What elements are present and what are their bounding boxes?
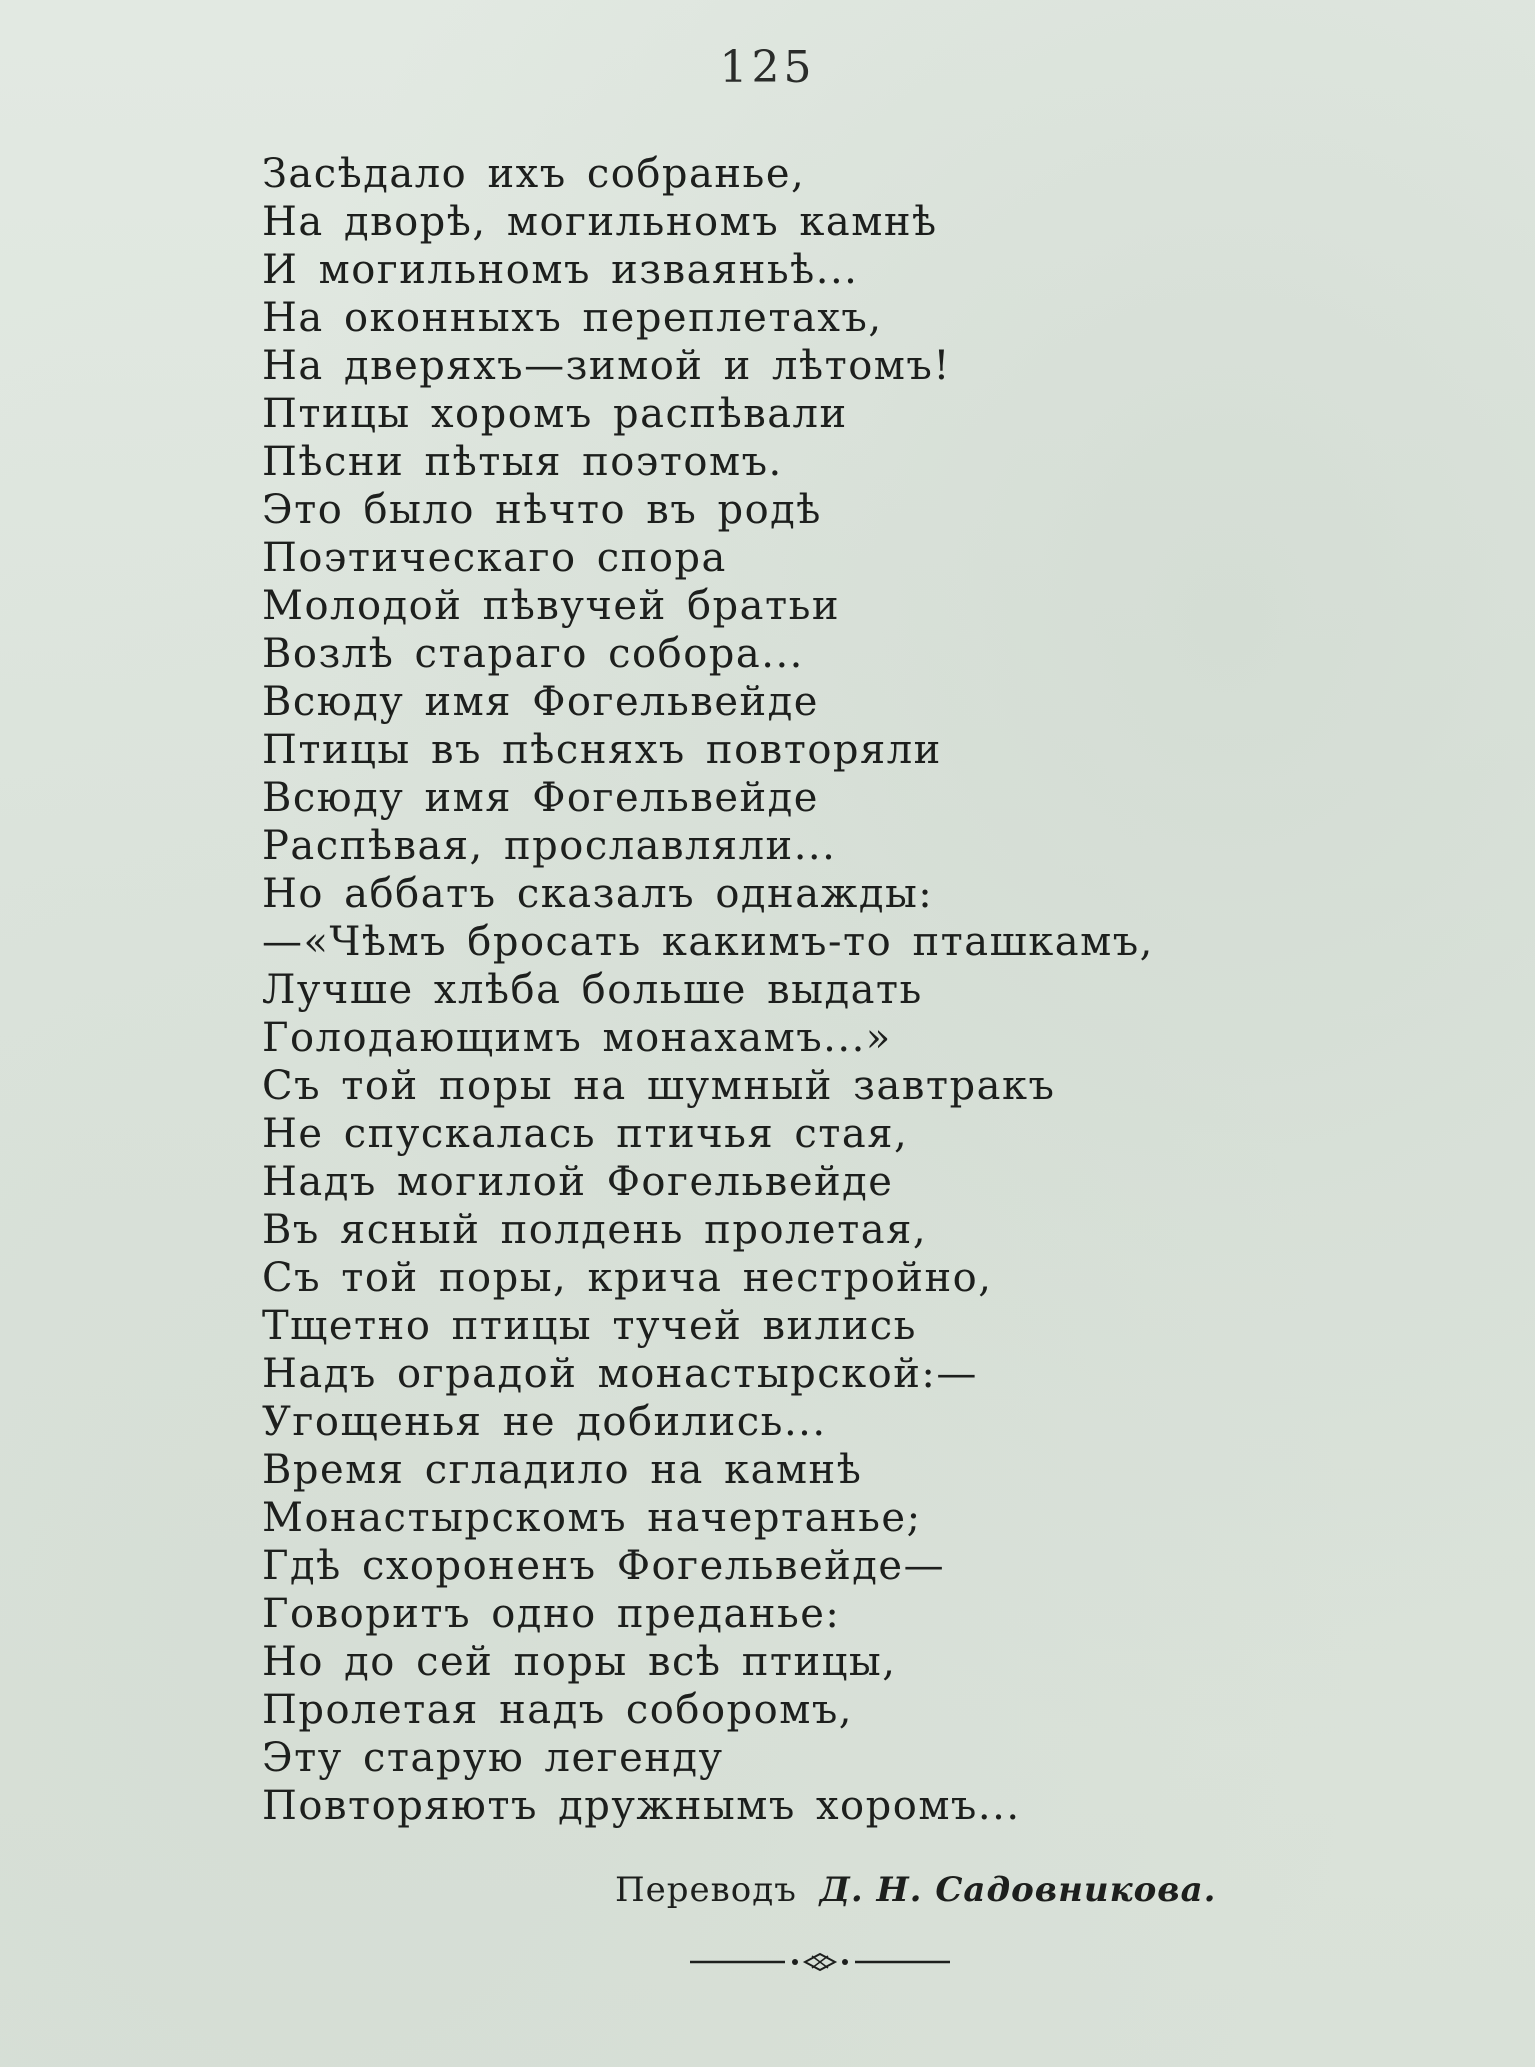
poem-line: Гдѣ схороненъ Фогельвейде— <box>262 1543 946 1589</box>
poem-line: На дверяхъ—зимой и лѣтомъ! <box>262 343 951 389</box>
poem-line: Поэтическаго спора <box>262 535 727 581</box>
poem-line: Возлѣ стараго собора... <box>262 631 804 677</box>
translator-prefix: Переводъ <box>615 1870 797 1910</box>
poem-line: Эту старую легенду <box>262 1735 724 1781</box>
poem-line: Пролетая надъ соборомъ, <box>262 1687 853 1733</box>
poem-line: Говоритъ одно преданье: <box>262 1591 841 1637</box>
ornament-divider <box>690 1950 950 1974</box>
poem-line: Всюду имя Фогельвейде <box>262 679 819 725</box>
poem-line: Но до сей поры всѣ птицы, <box>262 1639 897 1685</box>
page-number: 125 <box>719 42 816 93</box>
poem-line: Голодающимъ монахамъ...» <box>262 1015 892 1061</box>
poem-line: Молодой пѣвучей братьи <box>262 583 841 629</box>
poem-line: Надъ оградой монастырской:— <box>262 1351 978 1397</box>
poem-line: Въ ясный полдень пролетая, <box>262 1207 928 1253</box>
poem-line: На оконныхъ переплетахъ, <box>262 295 883 341</box>
poem-line: Это было нѣчто въ родѣ <box>262 487 822 533</box>
poem-line: Съ той поры, крича нестройно, <box>262 1255 993 1301</box>
poem-line: —«Чѣмъ бросать какимъ-то пташкамъ, <box>262 919 1154 965</box>
poem-text <box>262 150 1262 1830</box>
poem-line: Распѣвая, прославляли... <box>262 823 837 869</box>
poem-line: Время сгладило на камнѣ <box>262 1447 863 1493</box>
poem-line: Засѣдало ихъ собранье, <box>262 151 806 197</box>
poem-line: Не спускалась птичья стая, <box>262 1111 909 1157</box>
poem-line: Лучше хлѣба больше выдать <box>262 967 923 1013</box>
poem-line: Птицы въ пѣсняхъ повторяли <box>262 727 942 773</box>
poem-line: Всюду имя Фогельвейде <box>262 775 819 821</box>
poem-line: На дворѣ, могильномъ камнѣ <box>262 199 938 245</box>
translator-credit <box>615 1870 1217 1910</box>
poem-line: И могильномъ изваяньѣ... <box>262 247 859 293</box>
poem-line: Надъ могилой Фогельвейде <box>262 1159 894 1205</box>
poem-line: Но аббатъ сказалъ однажды: <box>262 871 934 917</box>
poem-line: Повторяютъ дружнымъ хоромъ... <box>262 1783 1021 1829</box>
translator-name: Д. Н. Садовникова. <box>819 1870 1217 1910</box>
poem-line: Монастырскомъ начертанье; <box>262 1495 922 1541</box>
poem-line: Угощенья не добились... <box>262 1399 827 1445</box>
poem-line: Пѣсни пѣтыя поэтомъ. <box>262 439 783 485</box>
poem-line: Тщетно птицы тучей вились <box>262 1303 917 1349</box>
poem-line: Съ той поры на шумный завтракъ <box>262 1063 1056 1109</box>
poem-line: Птицы хоромъ распѣвали <box>262 391 848 437</box>
